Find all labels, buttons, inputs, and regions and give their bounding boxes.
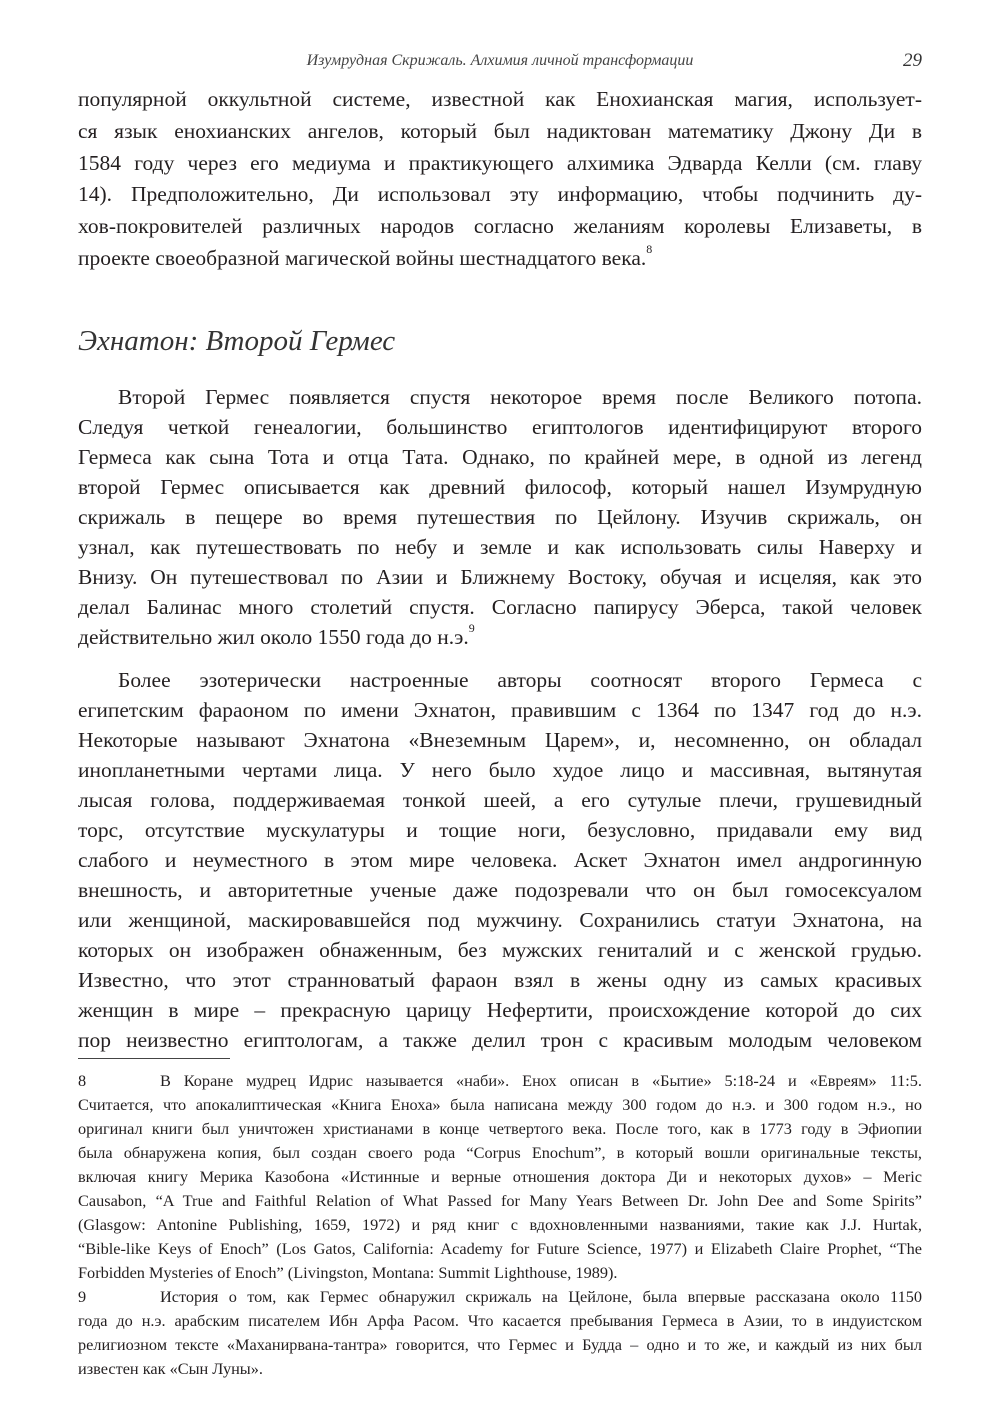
page-number: 29: [903, 50, 922, 71]
text-line: Внизу. Он путешествовал по Азии и Ближнему Востоку, обучая и исцеляя, как это: [78, 565, 922, 589]
footnote-text: была обнаружена копия, был создан своего рода “Corpus Enochum”, в который вошли оригинальные тексты,: [78, 1143, 922, 1162]
footnote-text: Causabon, “A True and Faithful Relation of What Passed for Many Years Between Dr. John Dee and Some Spirits”: [78, 1191, 922, 1210]
footnote-text: История о том, как Гермес обнаружил скрижаль на Цейлоне, была впервые рассказана около 1150: [160, 1287, 922, 1306]
text-line: Гермеса как сына Тота и отца Тата. Однако, по крайней мере, в одной из легенд: [78, 445, 922, 469]
footnote-text: Forbidden Mysteries of Enoch” (Livingston, Montana: Summit Lighthouse, 1989).: [78, 1263, 618, 1282]
text-line: внешность, и авторитетные ученые даже подозревали что он был гомосексуалом: [78, 878, 922, 902]
text-line: делал Балинас много столетий спустя. Согласно папирусу Эберса, такой человек: [78, 595, 922, 619]
text-line: пор неизвестно египтологам, а также делил трон с красивым молодым человеком: [78, 1028, 922, 1052]
text-line: Следуя четкой генеалогии, большинство египтологов идентифицируют второго: [78, 415, 922, 439]
footnote-line: [78, 1213, 922, 1237]
text-line: Более эзотерически настроенные авторы соотносят второго Гермеса с: [118, 668, 922, 692]
footnote-line: [78, 1261, 922, 1285]
footnote-line: [78, 1285, 922, 1309]
footnote-line: [78, 1309, 922, 1333]
text-line: лысая голова, поддерживаемая тонкой шеей, а его сутулые плечи, грушевидный: [78, 788, 922, 812]
footnote-line: [78, 1165, 922, 1189]
footnote-line: [78, 1141, 922, 1165]
footnote-line: [78, 1093, 922, 1117]
paragraph-3: [78, 665, 922, 1055]
text-line: популярной оккультной системе, известной как Енохианская магия, использует-: [78, 87, 922, 111]
footnote-number: 8: [78, 1071, 87, 1090]
footnote-line: [78, 1333, 922, 1357]
text-line: действительно жил около 1550 года до н.э.$^9$: [78, 621, 475, 649]
text-line: женщин в мире – прекрасную царицу Нефертити, происхождение которой до сих: [78, 998, 922, 1022]
footnote-reference[interactable]: 8: [646, 241, 653, 256]
text-line: Известно, что этот странноватый фараон взял в жены одну из самых красивых: [78, 968, 922, 992]
text-line: Некоторые называют Эхнатона «Внеземным Царем», и, несомненно, он обладал: [78, 728, 922, 752]
footnote-text: В Коране мудрец Идрис называется «наби». Енох описан в «Бытие» 5:18-24 и «Евреям» 11:5.: [160, 1071, 922, 1090]
text-line: слабого и неуместного в этом мире человека. Аскет Эхнатон имел андрогинную: [78, 848, 922, 872]
footnote-line: [78, 1237, 922, 1261]
text-line: Второй Гермес появляется спустя некоторое время после Великого потопа.: [118, 385, 922, 409]
running-title: Изумрудная Скрижаль. Алхимия личной трансформации: [306, 52, 694, 69]
footnote-text: года до н.э. арабским писателем Ибн Арфа Расом. Что касается пребывания Гермеса в Азии, то в индуистском: [78, 1311, 922, 1330]
text-line: второй Гермес описывается как древний философ, который нашел Изумрудную: [78, 475, 922, 499]
footnote-text: религиозном тексте «Маханирвана-тантра» говорится, что Гермес и Будда – одно и то же, и каждый из них был: [78, 1335, 922, 1354]
text-line: проекте своеобразной магической войны шестнадцатого века.$^8$: [78, 241, 653, 270]
text-line: или женщиной, маскировавшейся под мужчину. Сохранились статуи Эхнатона, на: [78, 908, 922, 932]
text-line: египетским фараоном по имени Эхнатон, правившим с 1364 по 1347 год до н.э.: [78, 698, 922, 722]
text-line: которых он изображен обнаженным, без мужских гениталий и с женской грудью.: [78, 938, 922, 962]
footnote-text: (Glasgow: Antonine Publishing, 1659, 1972) и ряд книг с вдохновленными названиями, такие как J.J. Hurtak,: [78, 1215, 922, 1234]
text-line: хов-покровителей различных народов согласно желаниям королевы Елизаветы, в: [78, 214, 922, 239]
footnote-text: оригинал книги был уничтожен христианами в конце четвертого века. После того, как в 1773 году в Эфиопии: [78, 1119, 922, 1138]
footnote-line: [78, 1189, 922, 1213]
footnote-text: “Bible-like Keys of Enoch” (Los Gatos, California: Academy for Future Science, 1977) и Elizabeth Claire Prophet, “The: [78, 1239, 922, 1258]
footnote-text: включая книгу Мерика Казобона «Истинные и верные отношения доктора Ди и некоторых духов» – Meric: [78, 1167, 922, 1186]
footnote-line: [78, 1117, 922, 1141]
paragraph-2: [78, 382, 922, 652]
footnote-line: [78, 1069, 922, 1093]
footnote-number: 9: [78, 1287, 87, 1306]
text-line: 14). Предположительно, Ди использовал эту информацию, чтобы подчинить ду-: [78, 182, 922, 207]
text-line: узнал, как путешествовать по небу и земле и как использовать силы Наверху и: [78, 535, 922, 559]
footnote-text: Считается, что апокалиптическая «Книга Еноха» была написана между 300 годом до н.э. и 300 годом н.э., но: [78, 1095, 922, 1114]
footnotes: [78, 1069, 922, 1381]
text-line: ся язык енохианских ангелов, который был надиктован математику Джону Ди в: [78, 118, 922, 143]
text-line: 1584 году через его медиума и практикующего алхимика Эдварда Келли (см. главу: [78, 150, 922, 175]
running-header: [0, 50, 1000, 76]
footnote-reference[interactable]: 9: [468, 621, 475, 635]
text-line: скрижаль в пещере во время путешествия по Цейлону. Изучив скрижаль, он: [78, 505, 922, 529]
footnote-text: известен как «Сын Луны».: [78, 1359, 263, 1378]
footnote-line: [78, 1357, 922, 1381]
text-line: торс, отсутствие мускулатуры и тощие ноги, безусловно, придавали ему вид: [78, 818, 922, 842]
section-heading: Эхнатон: Второй Гермес: [78, 325, 396, 357]
footnote-separator: [78, 1058, 230, 1059]
paragraph-1: [78, 84, 922, 275]
text-line: инопланетными чертами лица. У него было худое лицо и массивная, вытянутая: [78, 758, 922, 782]
